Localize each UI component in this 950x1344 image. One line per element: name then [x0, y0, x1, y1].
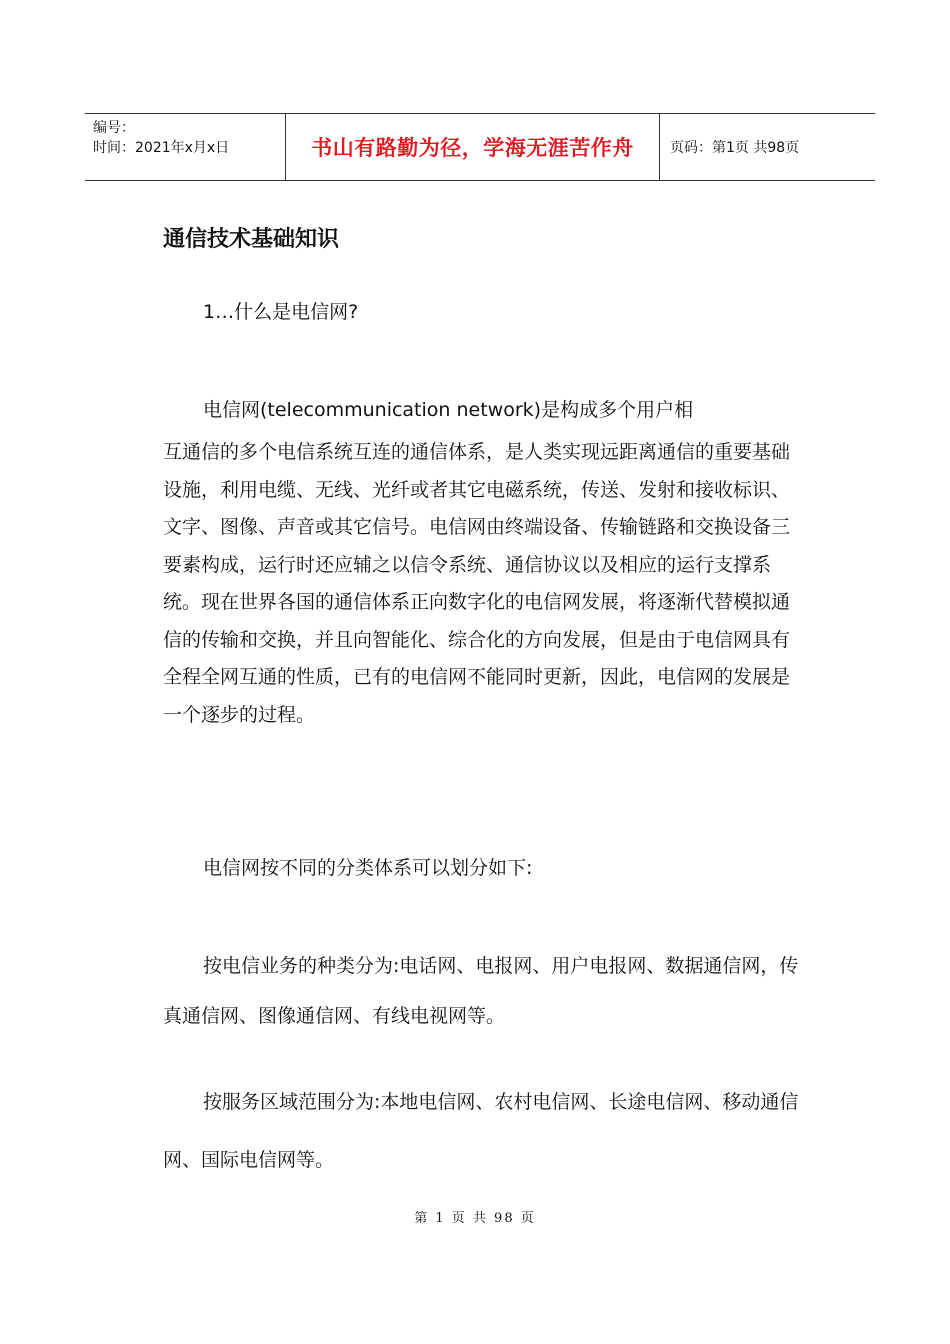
classification-by-area: 按服务区域范围分为:本地电信网、农村电信网、长途电信网、移动通信网、国际电信网等。 — [163, 1091, 799, 1171]
header-page-cell — [660, 114, 875, 180]
classification-by-business: 按电信业务的种类分为:电话网、电报网、用户电报网、数据通信网，传真通信网、图像通信网、有线电视网等。 — [163, 955, 799, 1027]
intro-paragraph-first-line: 电信网(telecommunication network)是构成多个用户相 — [203, 399, 694, 421]
page-footer: 第 1 页 共 98 页 — [414, 1211, 536, 1226]
number-label: 编号： — [93, 120, 135, 136]
document-header — [85, 113, 875, 181]
question-heading: 1…什么是电信网? — [203, 301, 359, 323]
intro-paragraph-body: 互通信的多个电信系统互连的通信体系，是人类实现远距离通信的重要基础设施，利用电缆、无线、光纤或者其它电磁系统，传送、发射和接收标识、文字、图像、声音或其它信号。电信网由终端设备、传输链路和交换设备三要素构成，运行时还应辅之以信令系统、通信协议以及相应的运行支撑系统。现在世界各国的通信体系正向数字化的电信网发展，将逐渐代替模拟通信的传输和交换，并且向智能化、综合化的方向发展，但是由于电信网具有全程全网互通的性质，已有的电信网不能同时更新，因此，电信网的发展是一个逐步的过程。 — [163, 441, 791, 726]
classification-intro: 电信网按不同的分类体系可以划分如下: — [203, 857, 533, 879]
page-code: 页码：第1页 共98页 — [670, 140, 800, 156]
header-motto-cell — [286, 114, 660, 180]
time-label: 时间：2021年x月x日 — [93, 140, 230, 156]
page-title: 通信技术基础知识 — [163, 227, 340, 252]
header-meta-cell — [85, 114, 286, 180]
motto-text: 书山有路勤为径，学海无涯苦作舟 — [311, 136, 634, 160]
